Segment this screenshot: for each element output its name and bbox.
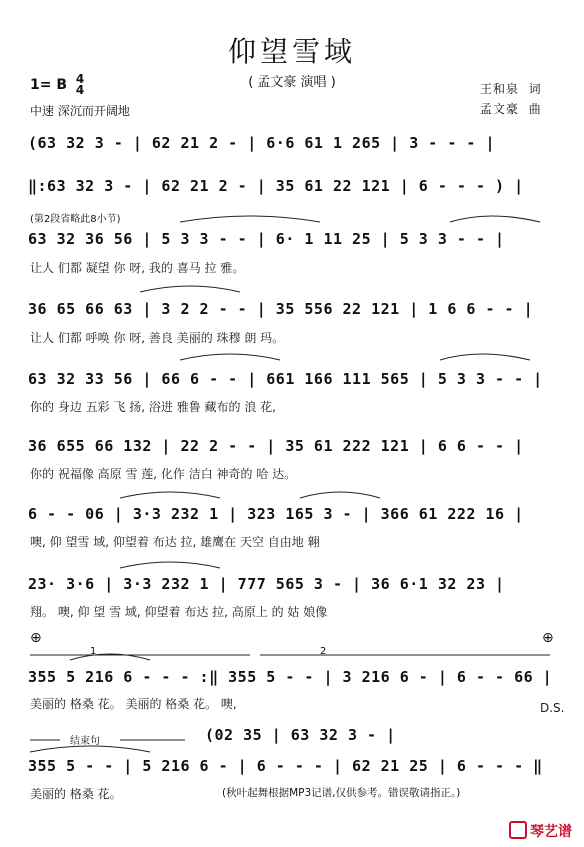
- lyricist-name: 王和泉: [480, 82, 520, 96]
- ending-label: 结束句: [70, 736, 100, 747]
- score-row-ending-intro: (02 35 | 63 32 3 - |: [205, 726, 396, 744]
- slur-row5b: [440, 354, 530, 360]
- ds-marking: D.S.: [540, 701, 565, 715]
- section-note: (第2段省略此8小节): [30, 214, 121, 225]
- lyrics-row-7: 噢, 仰 望雪 域, 仰望着 布达 拉, 雄鹰在 天空 自由地 翱: [30, 535, 320, 549]
- slur-row4: [140, 286, 240, 292]
- slur-row10: [30, 746, 150, 752]
- song-title: 仰望雪域: [227, 35, 356, 68]
- score-row-10: 355 5 - - | 5 216 6 - | 6 - - - | 62 21 25 | 6 - - - ‖: [28, 757, 543, 775]
- time-sig-top: 4: [75, 72, 85, 86]
- lyrics-row-6: 你的 祝福像 高原 雪 莲, 化作 洁白 神奇的 哈 达。: [30, 467, 297, 481]
- lyrics-row-8: 翔。 噢, 仰 望 雪 域, 仰望着 布达 拉, 高原上 的 姑 娘像: [30, 605, 328, 619]
- lyrics-row-5: 你的 身边 五彩 飞 扬, 浴进 雅鲁 藏布的 浪 花,: [30, 400, 276, 414]
- slur-row5: [180, 354, 280, 360]
- score-row-9: 355 5 216 6 - - - :‖ 355 5 - - | 3 216 6 - | 6 - - 66 |: [28, 668, 553, 686]
- lyricist-role: 词: [528, 82, 542, 96]
- lyrics-row-10: 美丽的 格桑 花。: [30, 787, 122, 801]
- key-label: 1= B: [30, 77, 68, 93]
- time-sig-bottom: 4: [75, 83, 85, 97]
- tempo-marking: 中速 深沉而开阔地: [30, 104, 130, 118]
- score-row-6: 36 655 66 132 | 22 2 - - | 35 61 222 121 | 6 6 - - |: [28, 437, 524, 455]
- singer-credit: ( 孟文豪 演唱 ): [248, 75, 336, 90]
- score-row-1: (63 32 3 - | 62 21 2 - | 6·6 61 1 265 | 3 - - - |: [28, 134, 496, 152]
- coda-mark-left-icon: ⊕: [30, 630, 42, 646]
- slur-row8: [120, 562, 220, 568]
- lyrics-row-3: 让人 们都 凝望 你 呀, 我的 喜马 拉 雅。: [30, 261, 245, 275]
- slur-row3b: [450, 216, 540, 222]
- score-row-7: 6 - - 06 | 3·3 232 1 | 323 165 3 - | 366 61 222 16 |: [28, 505, 524, 523]
- footnote: (秋叶起舞根据MP3记谱,仅供参考。错误敬请指正。): [222, 787, 461, 799]
- slur-row7: [120, 492, 220, 498]
- score-row-3: 63 32 36 56 | 5 3 3 - - | 6· 1 11 25 | 5 3 3 - - |: [28, 230, 505, 248]
- composer-role: 曲: [528, 102, 542, 116]
- score-row-5: 63 32 33 56 | 66 6 - - | 661 166 111 565 | 5 3 3 - - |: [28, 370, 543, 388]
- logo-text: 琴艺谱: [530, 824, 572, 840]
- lyrics-row-4: 让人 们都 呼唤 你 呀, 善良 美丽的 珠穆 朗 玛。: [30, 331, 285, 345]
- coda-mark-right-icon: ⊕: [542, 630, 554, 646]
- score-row-8: 23· 3·6 | 3·3 232 1 | 777 565 3 - | 36 6·1 32 23 |: [28, 575, 505, 593]
- score-row-2: ‖:63 32 3 - | 62 21 2 - | 35 61 22 121 | 6 - - - ) |: [28, 177, 524, 195]
- slur-row3: [180, 216, 320, 222]
- slur-row7b: [300, 492, 380, 498]
- composer-name: 孟文豪: [480, 102, 520, 116]
- lyrics-row-9: 美丽的 格桑 花。 美丽的 格桑 花。 噢,: [30, 697, 237, 711]
- volta-2: 2: [320, 646, 327, 657]
- volta-1: 1: [90, 646, 97, 657]
- score-row-4: 36 65 66 63 | 3 2 2 - - | 35 556 22 121 | 1 6 6 - - |: [28, 300, 534, 318]
